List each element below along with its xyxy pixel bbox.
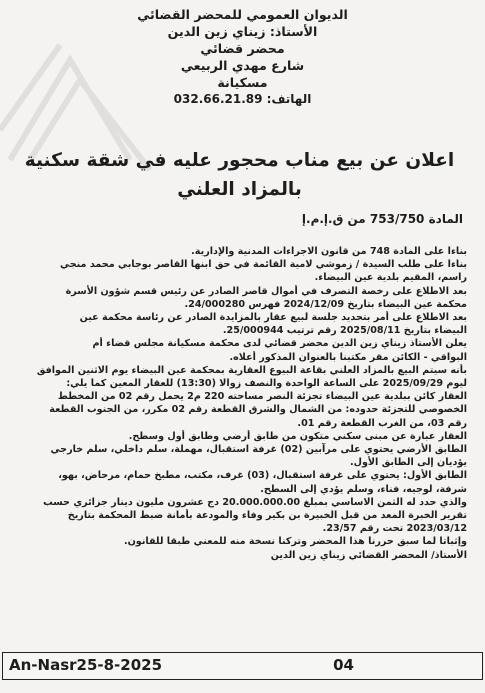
office-phone: الهاتف: 032.66.21.89: [173, 92, 312, 106]
office-name: الديوان العمومي للمحضر القضائي: [137, 7, 348, 22]
body-line: البيضاء بتاريخ 2025/08/11 رقم ترتيب 25/000944.: [222, 325, 467, 337]
newspaper-edition: An-Nasr25-8-2025: [9, 656, 163, 674]
legal-article-reference: المادة 753/750 من ق.إ.م.إ: [301, 212, 463, 226]
body-line: الخصوصي للتجزئة حدوده: من الشمال والشرق القطعة رقم 02 مكرر، من الجنوب القطعة: [49, 404, 467, 416]
body-line: العقار عبارة عن مبنى سكني متكون من طابق أرضي وطابق أول وسطح.: [128, 430, 467, 442]
body-line: ليوم 2025/09/29 على الساعة الواحدة والنصف زوالا (13:30) للعقار المعين كما يلي:: [66, 378, 467, 390]
body-line: رقم 03، من الغرب القطعة رقم 01.: [297, 417, 467, 429]
body-line: 2023/03/12 تحت رقم 23/57.: [322, 523, 467, 535]
body-line: يعلن الأستاذ زيناي زين الدين محضر قضائي لدى محكمة مسكيانة مجلس قضاء أم: [92, 338, 467, 350]
title-line-1: اعلان عن بيع مناب محجور عليه في شقة سكنية: [24, 150, 455, 171]
notice-body: [16, 245, 467, 562]
title-line-2: بالمزاد العلني: [177, 179, 302, 200]
body-line: يؤديان إلى الطابق الأول.: [349, 457, 467, 469]
page-number: 04: [333, 656, 354, 674]
bailiff-name: الأستاذ: زيناي زين الدين: [167, 24, 318, 39]
newspaper-footer: [2, 652, 483, 680]
body-line: شرفة، لوجيه، فناء، وسلم يؤدي إلى السطح.: [260, 483, 467, 495]
body-line: بعد الاطلاع على رخصة التصرف في أموال قاصر الصادر عن رئيس قسم شؤون الأسرة: [65, 285, 467, 297]
body-line: البواقي - الكائن مقر مكتبنا بالعنوان المذكور أعلاه.: [229, 351, 467, 363]
bailiff-office-header: [0, 6, 485, 108]
notice-title: [20, 146, 459, 204]
bailiff-role: محضر قضائي: [200, 41, 285, 56]
body-line: بعد الاطلاع على أمر بتحديد جلسة لبيع عقار بالمزايدة الصادر عن رئاسة محكمة عين: [79, 312, 467, 324]
signature-line: الأستاذ/ المحضر القضائي زيناي زين الدين: [270, 549, 467, 561]
body-line: الطابق الأول: يحتوي على غرفة استقبال، (03) غرف، مكتب، مطبخ حمام، مرحاض، بهو،: [58, 470, 467, 482]
body-line: راسم، المقيم بلدية عين البيضاء.: [314, 272, 467, 284]
office-city: مسكيانة: [217, 75, 268, 90]
body-line: بناءا على طلب السيدة / زموشي لامية القائمة في حق ابنها القاصر بوجابي محمد منجي: [60, 259, 467, 271]
office-street: شارع مهدي الربيعي: [180, 58, 305, 73]
body-line: العقار كائن ببلدية عين البيضاء تجزئة النصر مساحته 220 م2 يحمل رقم 02 من المخطط: [57, 391, 467, 403]
body-line: وإثباتا لما سبق حررنا هذا المحضر وتركنا نسخة منه للمعني طبقا للقانون.: [123, 536, 467, 548]
body-line: محكمة عين البيضاء بتاريخ 2024/12/09 فهرس 24/000280.: [184, 298, 467, 310]
body-line: والذي حدد له الثمن الاساسي بمبلغ 20.000.000.00 دج عشرون مليون دينار جزائري حسب: [43, 496, 467, 508]
body-line: بناءا على المادة 748 من قانون الاجراءات المدنية والإدارية.: [191, 246, 467, 257]
body-line: الطابق الأرضي يحتوي على مرآبين (02) غرفة استقبال، مهملة، سلم داخلي، سلم خارجي: [50, 444, 467, 456]
body-line: بأنه سيتم البيع بالمزاد العلني بقاعة البيوع العقارية بمحكمة عين البيضاء يوم الاثنين الموافق: [36, 364, 467, 376]
body-line: تقرير الخبرة المعد من قبل الخبيرة بن بكير وفاء والمودعة بأمانة ضبط المحكمة بتاريخ: [67, 510, 467, 522]
